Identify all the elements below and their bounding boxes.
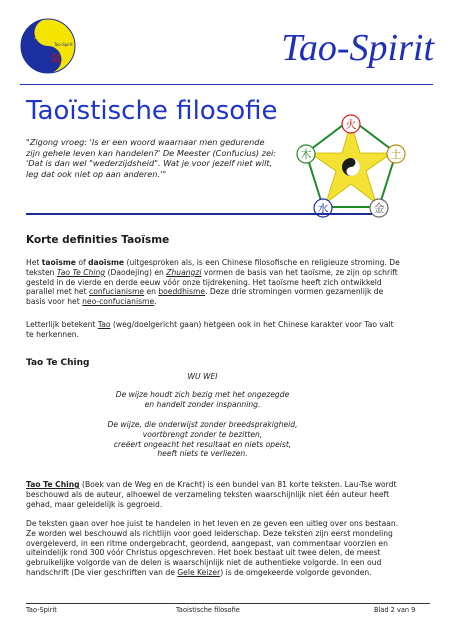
poem-title: WU WEI <box>187 372 218 381</box>
metal-node <box>370 199 388 217</box>
wuxing-diagram <box>292 113 410 223</box>
tao-te-ching-heading: Tao Te Ching <box>26 358 90 368</box>
definitions-heading: Korte definities Taoïsme <box>26 234 170 246</box>
fire-char: 火 <box>345 118 357 131</box>
p1-text-d: (uitgesproken als, is een Chinese filosofische en religieuze stroming. De teksten <box>26 258 400 277</box>
confucius-quote: "Zigong vroeg: 'Is er een woord waarnaar men gedurende zijn gehele leven kan handelen?' De Meester (Confucius) zei: 'Dat is dan wel "wederzijdsheid". Wat je voor jezelf niet wilt, leg dat ook niet op aan anderen.'" <box>26 137 277 179</box>
p1-text-f: vormen de basis van het taoïsme, ze zijn op schrift gesteld in de vierde en derde eeuw vóór onze tijdrekening. Het taoïsme heeft zich ontwikkeld parallel met het <box>26 267 398 297</box>
earth-node <box>387 145 405 163</box>
link-tao[interactable]: Tao <box>97 320 111 329</box>
definition-paragraph <box>26 258 400 307</box>
poem-line: creëert ongeacht het resultaat en niets opeist, <box>113 439 292 449</box>
p1-text-h: . Deze drie stromingen vormen gezamenlijk de basis voor het <box>26 287 384 307</box>
p4-text-a: De teksten gaan over hoe juist te handelen in het leven en ze geven een uitleg over ons bestaan. Ze worden wel beschouwd als richtlijn voor goed leiderschap. Deze teksten zijn eerst mondeling overgeleverd, in een ritme ondergebracht, geordend, aangepast, van commentaar voorzien en uiteindelijk rond 300 vóór Christus opgeschreven. Het boek bestaat uit twee delen, de meest gebruikelijke volgorde van de delen is waarschijnlijk niet de authentieke volgorde. In een oud handschrift (De vier geschriften van de <box>26 519 399 577</box>
link-gele-keizer[interactable]: Gele Keizer <box>177 567 221 577</box>
p1-text-c: of <box>75 258 89 267</box>
link-boeddhisme[interactable]: boeddhisme <box>158 287 206 297</box>
poem-line: heeft niets te verliezen. <box>157 449 248 459</box>
poem-line: en handelt zonder inspanning. <box>144 399 261 409</box>
book-paragraph <box>26 480 400 509</box>
link-neo-confucianisme[interactable]: neo-confucianisme <box>82 297 155 307</box>
logo-char-tao: 道 <box>34 28 45 41</box>
link-tao-te-ching[interactable]: Tao Te Ching <box>56 267 106 277</box>
p1-text-g: en <box>144 287 159 297</box>
page-title: Taoïstische filosofie <box>26 96 278 126</box>
p2-text-a: Letterlijk betekent <box>26 320 98 329</box>
footer-center: Taoistische filosofie <box>176 606 240 614</box>
poem-line: voortbrengt zonder te bezitten, <box>142 429 263 439</box>
tao-spirit-logo <box>20 18 76 74</box>
p4-text-b: ) is de omgekeerde volgorde gevonden. <box>220 567 372 577</box>
poem-line: De wijze, die onderwijst zonder breedsprakigheid, <box>107 420 298 429</box>
p2-text-b: (weg/doelgericht gaan) hetgeen ook in het Chinese karakter voor Tao valt te herkennen. <box>26 320 394 339</box>
texts-paragraph <box>26 519 400 578</box>
poem-line: De wijze houdt zich bezig met het ongezegde <box>115 390 290 399</box>
p1-text-i: . <box>154 297 157 307</box>
footer-left: Tao-Spirit <box>26 606 57 614</box>
section-divider <box>26 213 372 215</box>
water-char: 水 <box>317 202 329 215</box>
logo-caption: Tao-Spirit <box>54 42 73 47</box>
p3-text-a: (Boek van de Weg en de Kracht) is een bundel van 81 korte teksten. Lau-Tse wordt beschouwd als de auteur, alhoewel de verzameling teksten waarschijnlijk niet één auteur heeft gehad, maar geleidelijk is gegroeid. <box>26 480 397 509</box>
metal-char: 金 <box>373 202 385 215</box>
link-confucianisme[interactable]: confucianisme <box>89 287 145 297</box>
wood-char: 木 <box>300 148 312 161</box>
tao-meaning-paragraph <box>26 320 400 340</box>
poem-stanza-2 <box>60 420 345 459</box>
term-taoisme: taoïsme <box>41 258 76 267</box>
wood-node <box>297 145 315 163</box>
p1-text-e: (Daodejing) en <box>105 267 167 277</box>
fire-node <box>342 115 360 133</box>
footer-page-number: Blad 2 van 9 <box>374 606 416 614</box>
link-zhuangzi[interactable]: Zhuangzi <box>166 267 202 277</box>
earth-char: 土 <box>390 148 402 161</box>
p1-text-a: Het <box>26 258 42 267</box>
poem-stanza-1 <box>60 390 345 410</box>
header-rule <box>20 84 433 85</box>
footer-rule <box>26 603 430 604</box>
brand-title: Tao-Spirit <box>281 27 434 69</box>
link-tao-te-ching-bold[interactable]: Tao Te Ching <box>26 480 80 489</box>
term-daoisme: daoïsme <box>88 258 125 267</box>
logo-char-qi: 氣 <box>50 52 61 65</box>
